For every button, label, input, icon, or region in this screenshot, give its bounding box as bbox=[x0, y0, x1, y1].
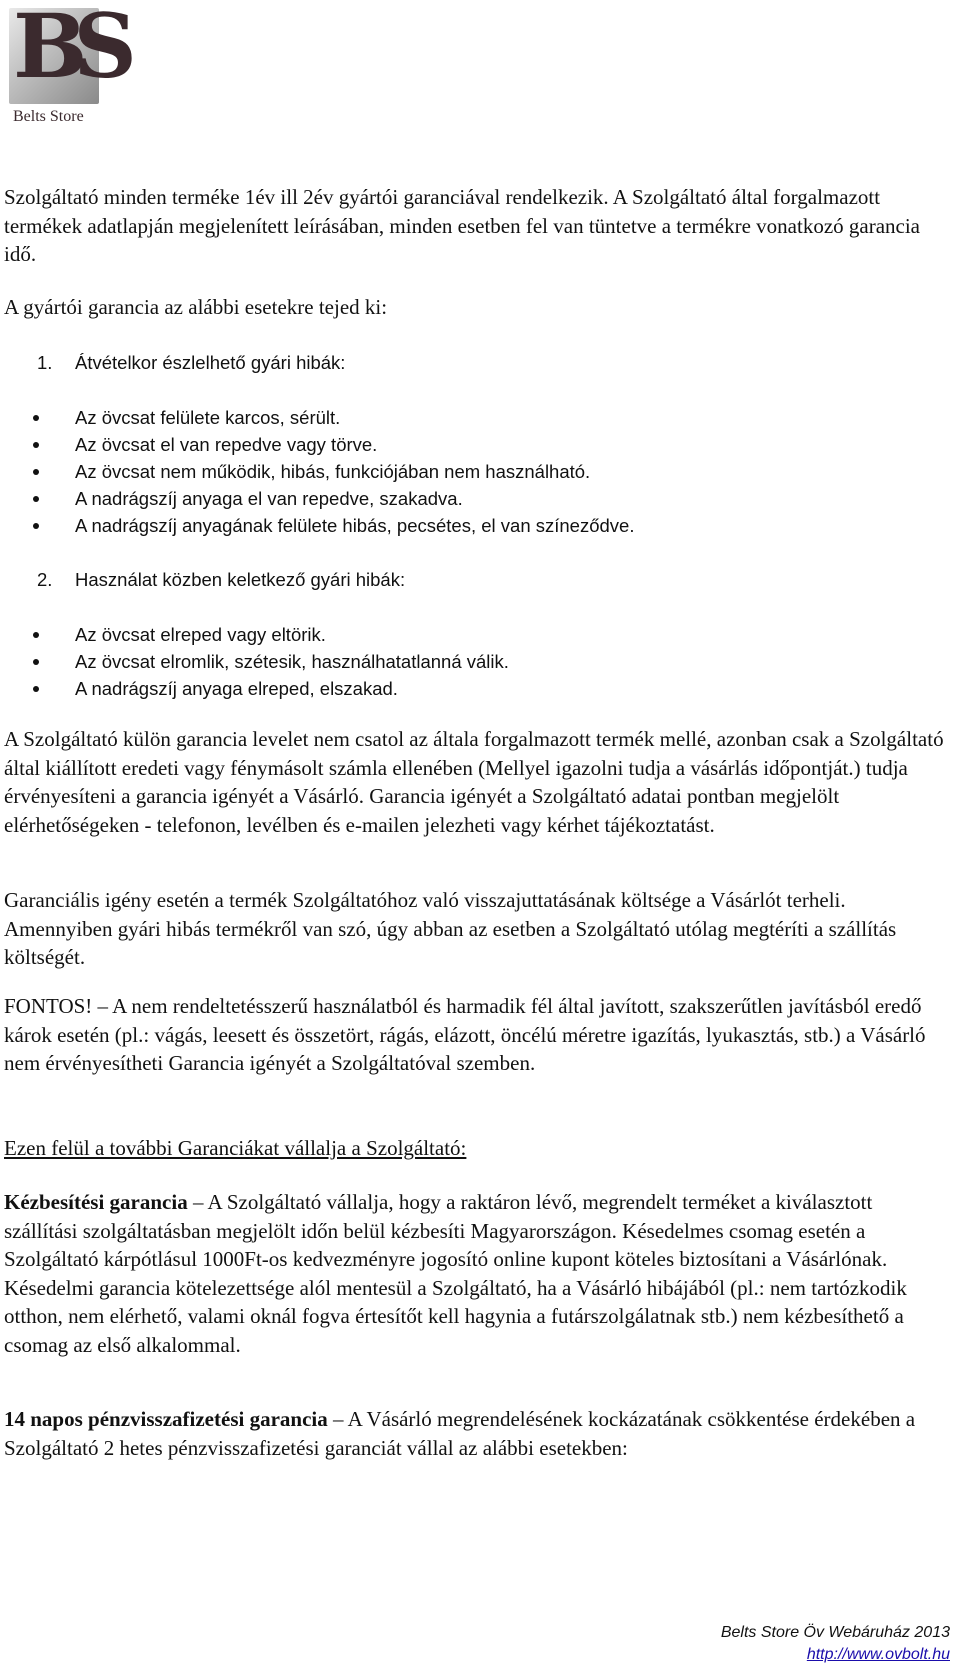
delivery-guarantee-title: Kézbesítési garancia bbox=[4, 1190, 188, 1214]
intro-paragraph: Szolgáltató minden terméke 1év ill 2év gyártói garanciával rendelkezik. A Szolgáltató által forgalmazott termékek adatlapján megjelenített leírásában, minden esetben fel van tüntetve a termékre vonatkozó garancia idő. bbox=[4, 185, 921, 266]
footer bbox=[721, 1622, 950, 1666]
bullet-icon bbox=[33, 469, 39, 475]
bullet-icon bbox=[33, 415, 39, 421]
money-back-title: 14 napos pénzvisszafizetési garancia bbox=[4, 1407, 328, 1431]
money-back-paragraph bbox=[4, 1405, 944, 1462]
invoice-paragraph: A Szolgáltató külön garancia levelet nem csatol az általa forgalmazott termék mellé, azonban csak a Szolgáltató által kiállított eredeti vagy fénymásolt számla ellenében (Mellyel igazolni tudja a vásárlás időpontját.) tudja érvényesíteni a garancia igényét a Vásárló. Garancia igényét a Szolgáltató adatai pontban megjelölt elérhetőségeken - telefonon, levélben és e-mailen jelezheti vagy kérhet tájékoztatást. bbox=[4, 727, 944, 837]
money-back-body: – A Vásárló megrendelésének kockázatának csökkentése érdekében a Szolgáltató 2 hetes pénzvisszafizetési garanciát vállal az alábbi esetekben: bbox=[4, 1407, 916, 1460]
list-item: A nadrágszíj anyaga elreped, elszakad. bbox=[0, 675, 900, 702]
list-item: A nadrágszíj anyaga el van repedve, szakadva. bbox=[0, 485, 900, 512]
shipping-cost-paragraph: Garanciális igény esetén a termék Szolgáltatóhoz való visszajuttatásának költsége a Vásárlót terheli. Amennyiben gyári hibás termékről van szó, úgy abban az esetben a Szolgáltató utólag megtéríti a szállítás költségét. bbox=[4, 888, 897, 969]
list-item: Az övcsat felülete karcos, sérült. bbox=[0, 404, 900, 431]
bullet-icon bbox=[33, 442, 39, 448]
section1-list bbox=[0, 404, 900, 539]
delivery-guarantee-body: – A Szolgáltató vállalja, hogy a raktáron lévő, megrendelt terméket a kiválasztott szállítási szolgáltatásban megjelölt időn belül kézbesíti Magyarországon. Késedelmes csomag esetén a Szolgáltató kárpótlásul 1000Ft-os kedvezményre jogosító online kupont köteles biztosítani a Vásárlónak. Késedelmi garancia kötelezettsége alól mentesül a Szolgáltató, ha a Vásárló hibájából (pl.: nem tartózkodik otthon, nem elérhető, valami oknál fogva értesítőt kell hagynia a futárszolgálatnak stb.) nem kézbesíthető a csomag az első alkalommal. bbox=[4, 1190, 907, 1357]
logo bbox=[9, 0, 123, 125]
list-item: Az övcsat elromlik, szétesik, használhatatlanná válik. bbox=[0, 648, 900, 675]
bullet-icon bbox=[33, 496, 39, 502]
list-item: Az övcsat elreped vagy eltörik. bbox=[0, 621, 900, 648]
extra-guarantees-heading: Ezen felül a további Garanciákat vállalja a Szolgáltató: bbox=[4, 1136, 467, 1160]
footer-company: Belts Store Öv Webáruház 2013 bbox=[720, 1624, 950, 1641]
section2-list bbox=[0, 621, 900, 702]
list-item: Az övcsat nem működik, hibás, funkciójában nem használható. bbox=[0, 458, 900, 485]
bullet-icon bbox=[33, 659, 39, 665]
list-item: Az övcsat el van repedve vagy törve. bbox=[0, 431, 900, 458]
scope-line: A gyártói garancia az alábbi esetekre tejed ki: bbox=[4, 295, 388, 319]
bullet-icon bbox=[33, 632, 39, 638]
footer-link[interactable]: http://www.ovbolt.hu bbox=[806, 1646, 950, 1663]
delivery-guarantee-paragraph bbox=[4, 1188, 944, 1359]
section1-title: Átvételkor észlelhető gyári hibák: bbox=[75, 352, 346, 373]
logo-mark: BS bbox=[9, 8, 99, 104]
bullet-icon bbox=[33, 523, 39, 529]
section2-title: Használat közben keletkező gyári hibák: bbox=[75, 569, 406, 590]
list-item: A nadrágszíj anyagának felülete hibás, pecsétes, el van színeződve. bbox=[0, 512, 900, 539]
section2-number: 2. bbox=[37, 569, 53, 590]
important-paragraph: FONTOS! – A nem rendeltetésszerű használatból és harmadik fél által javított, szakszerűtlen javításból eredő károk esetén (pl.: vágás, leesett és összetört, rágás, elázott, öncélú méretre igazítás, lyukasztás, stb.) a Vásárló nem érvényesítheti Garancia igényét a Szolgáltatóval szemben. bbox=[4, 994, 926, 1075]
logo-name: Belts Store bbox=[13, 108, 84, 125]
bullet-icon bbox=[33, 686, 39, 692]
section1-number: 1. bbox=[37, 352, 53, 373]
